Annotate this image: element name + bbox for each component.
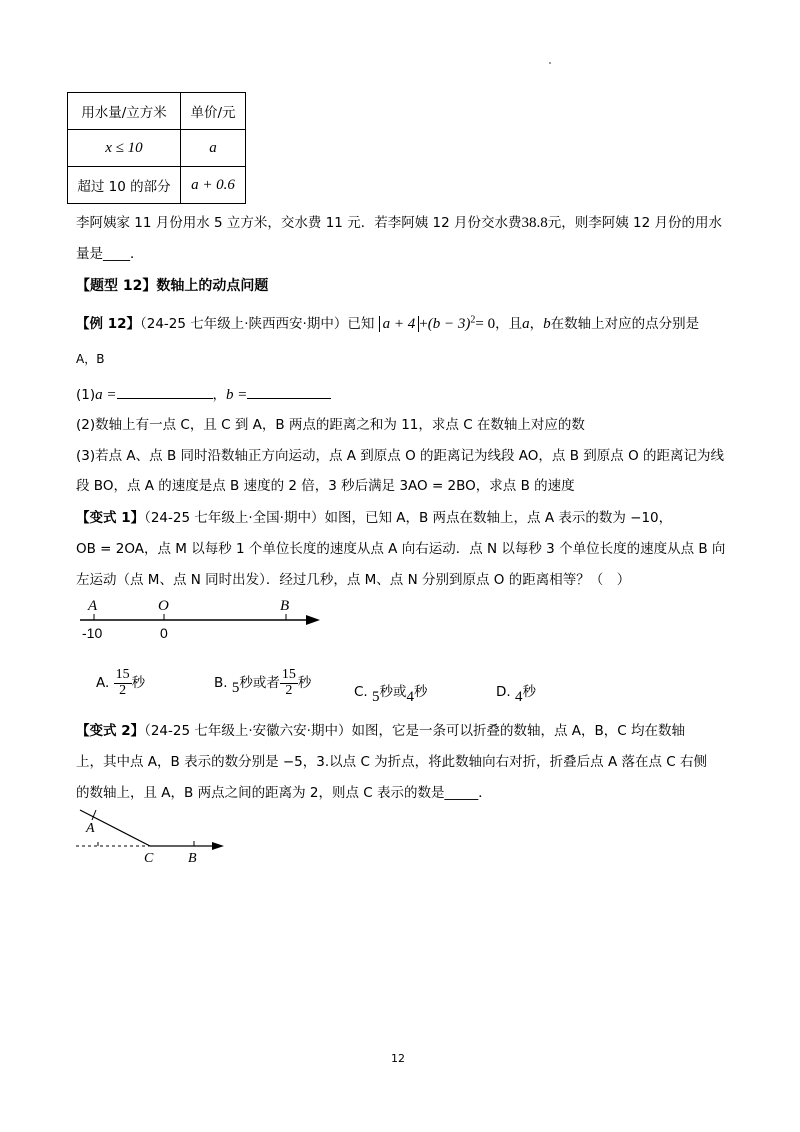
variant2-line1 xyxy=(76,719,685,739)
option-B[interactable] xyxy=(214,668,311,698)
table-cell: x ≤ 10 xyxy=(68,130,181,167)
variant1-line3: 左运动（点 M、点 N 同时出发）．经过几秒，点 M、点 N 分别到原点 O 的距离相等？（ ） xyxy=(76,572,631,588)
example12-q3-line1: (3)若点 A、点 B 同时沿数轴正方向运动，点 A 到原点 O 的距离记为线段 AO，点 B 到原点 O 的距离记为线 xyxy=(76,448,724,464)
table-row xyxy=(68,93,246,130)
section-title: 【题型 12】数轴上的动点问题 xyxy=(76,278,269,294)
text: 秒 xyxy=(414,684,428,700)
option-label: C. xyxy=(354,684,368,700)
math-expr: b = xyxy=(226,387,248,403)
text: 李阿姨家 11 月份用水 5 立方米，交水费 11 元．若李阿姨 12 月份交水费 xyxy=(76,215,522,231)
text: ， xyxy=(212,387,226,403)
option-label: D. xyxy=(496,684,511,700)
table-cell: a + 0.6 xyxy=(181,167,246,204)
math-var: b xyxy=(543,316,551,332)
variant2-line3: 的数轴上，且 A，B 两点之间的距离为 2，则点 C 表示的数是_____． xyxy=(76,785,492,801)
variant2-line2: 上，其中点 A，B 表示的数分别是 −5，3.以点 C 为折点，将此数轴向右对折，折叠后点 A 落在点 C 右侧 xyxy=(76,754,707,770)
table-header-cell: 单价/元 xyxy=(181,93,246,130)
text: 秒或者 xyxy=(239,675,280,692)
math-op: + xyxy=(419,316,428,332)
math-number: 38.8 xyxy=(521,215,548,231)
text: (1) xyxy=(76,387,96,403)
label-C: C xyxy=(144,851,154,866)
text: 秒 xyxy=(522,684,536,700)
table-header-cell: 用水量/立方米 xyxy=(68,93,181,130)
option-D[interactable] xyxy=(496,680,536,706)
label-A: A xyxy=(86,821,95,836)
variant1-line1 xyxy=(76,506,672,526)
variant-tag: 【变式 2】 xyxy=(76,723,145,739)
math-number: 4 xyxy=(406,689,415,705)
label-B: B xyxy=(280,598,290,614)
option-label: B. xyxy=(214,675,228,692)
variant1-line2: OB = 2OA，点 M 以每秒 1 个单位长度的速度从点 A 向右运动．点 N 以每秒 3 个单位长度的速度从点 B 向 xyxy=(76,541,726,557)
label-B: B xyxy=(188,851,197,866)
denominator: 2 xyxy=(119,682,127,698)
option-label: A. xyxy=(96,675,110,692)
example12-line1 xyxy=(76,312,699,333)
table-row xyxy=(68,167,246,204)
text: 元，则李阿姨 12 月份的用水 xyxy=(547,215,722,231)
example12-line2: A，B xyxy=(76,352,105,366)
table-cell: a xyxy=(181,130,246,167)
label-O: O xyxy=(158,598,169,614)
absolute-value: a + 4 xyxy=(379,316,420,332)
example-tag: 【例 12】 xyxy=(76,316,140,332)
table-row xyxy=(68,130,246,167)
page-number: 12 xyxy=(391,1052,405,1065)
text: （24-25 七年级上·全国·期中）如图，已知 A，B 两点在数轴上，点 A 表示的数为 −10， xyxy=(144,510,673,526)
math-var: a xyxy=(522,316,530,332)
axis-arrow xyxy=(306,615,320,625)
numerator: 15 xyxy=(115,667,130,682)
variant-tag: 【变式 1】 xyxy=(76,510,145,526)
math-exponent: 2 xyxy=(470,314,476,326)
text: ，且 xyxy=(495,316,523,332)
number-line-figure xyxy=(70,592,330,642)
text: 秒或 xyxy=(379,684,407,700)
math-number: 5 xyxy=(231,680,240,697)
fraction xyxy=(114,668,132,698)
math-expr: (b − 3) xyxy=(427,316,471,332)
answer-blank[interactable] xyxy=(247,398,331,399)
example12-q3-line2: 段 BO，点 A 的速度是点 B 速度的 2 倍，3 秒后满足 3AO = 2BO，求点 B 的速度 xyxy=(76,478,575,494)
fraction xyxy=(280,668,298,698)
text: 秒 xyxy=(131,675,146,692)
label-A: A xyxy=(88,598,98,614)
math-expr: a = xyxy=(95,387,117,403)
math-expr: = 0 xyxy=(475,316,496,332)
example12-q1 xyxy=(76,383,331,404)
option-C[interactable] xyxy=(354,680,428,706)
text: （24-25 七年级上·陕西西安·期中）已知 xyxy=(140,316,375,332)
text: 秒 xyxy=(297,675,312,692)
math-number: 4 xyxy=(514,689,523,705)
scan-dot xyxy=(549,62,551,64)
numerator: 15 xyxy=(281,667,296,682)
math-number: 5 xyxy=(372,689,380,705)
table-cell: 超过 10 的部分 xyxy=(68,167,181,204)
water-price-table xyxy=(67,92,246,204)
denominator: 2 xyxy=(285,682,293,698)
text: （24-25 七年级上·安徽六安·期中）如图，它是一条可以折叠的数轴，点 A，B，C 均在数轴 xyxy=(144,723,685,739)
text: ， xyxy=(529,316,544,332)
axis-arrow xyxy=(212,842,224,850)
water-problem-line2: 量是____． xyxy=(76,246,144,262)
water-problem-line1 xyxy=(76,211,722,232)
tick-label-O: 0 xyxy=(160,625,168,641)
example12-q2: (2)数轴上有一点 C，且 C 到 A，B 两点的距离之和为 11，求点 C 在数轴上对应的数 xyxy=(76,417,585,433)
folding-number-line-figure xyxy=(70,806,240,866)
option-A[interactable] xyxy=(96,668,145,698)
answer-blank[interactable] xyxy=(117,398,213,399)
text: 在数轴上对应的点分别是 xyxy=(550,316,700,332)
tick-label-A: -10 xyxy=(82,625,103,641)
